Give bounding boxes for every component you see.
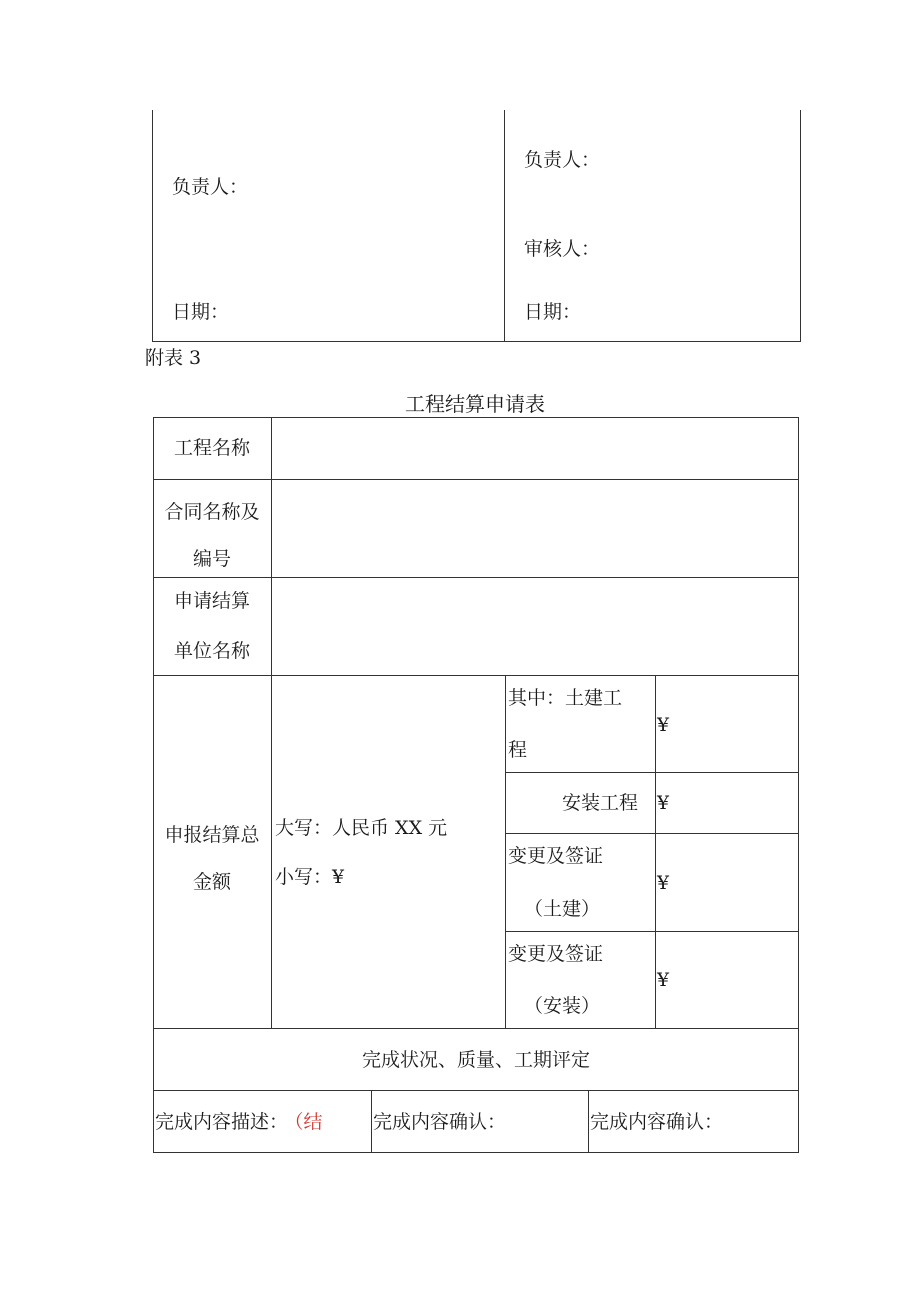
project-name-label: 工程名称 <box>173 437 250 459</box>
completion-confirm-2: 完成内容确认： <box>590 1111 724 1133</box>
evaluation-header: 完成状况、质量、工期评定 <box>361 1049 590 1071</box>
prev-right-reviewer: 审核人： <box>524 238 601 260</box>
appendix-label: 附表 3 <box>145 347 202 369</box>
completion-description-label: 完成内容描述： <box>155 1111 289 1133</box>
form-title: 工程结算申请表 <box>405 392 545 416</box>
breakdown-civil-line1: 其中：土建工 <box>508 687 623 709</box>
breakdown-change-install-line2: （安装） <box>524 995 601 1017</box>
breakdown-change-install-line1: 变更及签证 <box>508 943 604 965</box>
completion-description-note: （结 <box>294 1111 323 1133</box>
total-uppercase: 大写：人民币 XX 元 <box>275 817 448 839</box>
completion-confirm-1: 完成内容确认： <box>373 1111 507 1133</box>
prev-right-date: 日期： <box>524 301 582 323</box>
applicant-label-line1: 申请结算 <box>173 590 250 612</box>
breakdown-change-civil-amount[interactable]: ¥ <box>657 872 670 894</box>
total-label-line1: 申报结算总 <box>164 824 260 846</box>
breakdown-civil-amount[interactable]: ¥ <box>657 714 670 736</box>
prev-right-responsible: 负责人： <box>524 149 601 171</box>
prev-left-date: 日期： <box>172 301 230 323</box>
breakdown-install-amount[interactable]: ¥ <box>657 792 670 814</box>
breakdown-change-civil-line2: （土建） <box>524 898 601 920</box>
completion-description-cell <box>155 1113 323 1132</box>
breakdown-change-install-amount[interactable]: ¥ <box>657 969 670 991</box>
applicant-label-line2: 单位名称 <box>173 640 250 662</box>
prev-left-responsible: 负责人： <box>172 176 249 198</box>
contract-label-line2: 编号 <box>192 548 231 570</box>
breakdown-change-civil-line1: 变更及签证 <box>508 845 604 867</box>
total-lowercase: 小写：¥ <box>275 866 345 888</box>
breakdown-install-line1: 安装工程 <box>561 792 638 814</box>
contract-label-line1: 合同名称及 <box>164 501 260 523</box>
breakdown-civil-line2: 程 <box>508 739 528 761</box>
total-label-line2: 金额 <box>192 871 231 893</box>
